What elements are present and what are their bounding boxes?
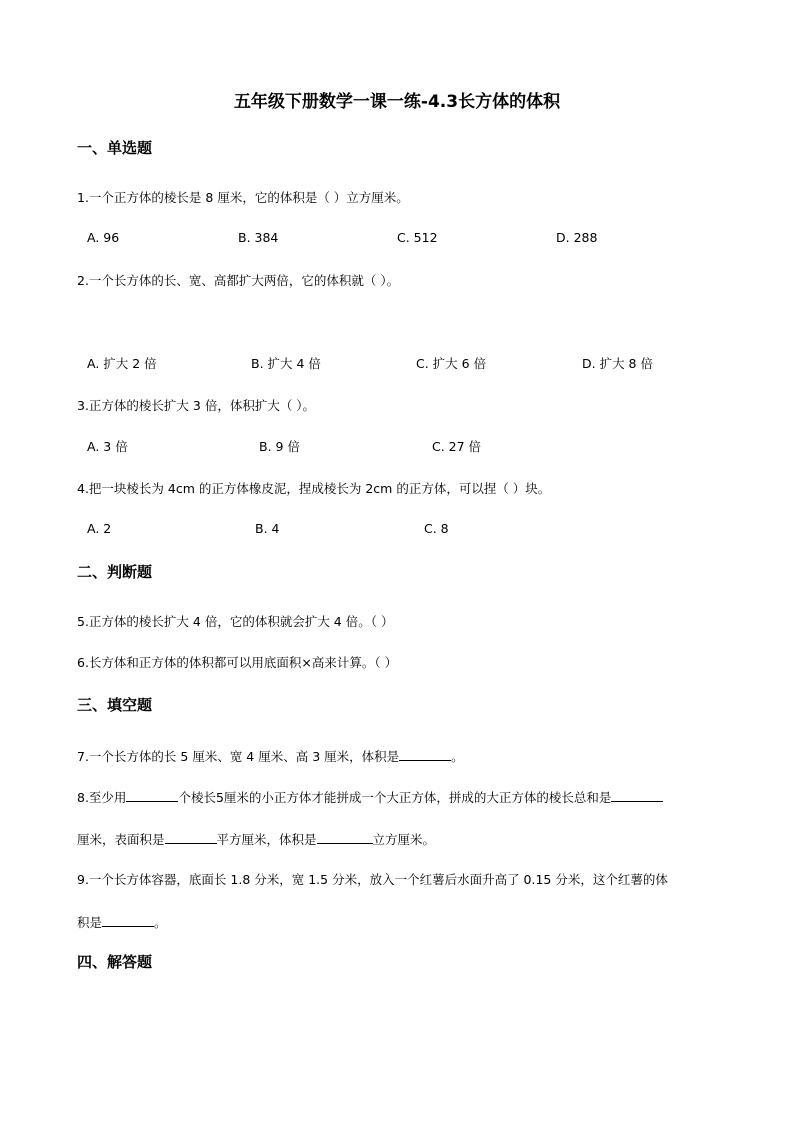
question-1-option-d: D. 288 [556,230,598,245]
question-7-text-after: 。 [451,749,464,764]
question-8-text-1: 8.至少用 [77,790,127,805]
question-2-option-d: D. 扩大 8 倍 [582,356,653,371]
question-8-text-4: 平方厘米，体积是 [216,832,317,847]
question-2-option-c: C. 扩大 6 倍 [416,356,487,371]
question-7 [77,746,464,765]
question-9-line-1: 9.一个长方体容器，底面长 1.8 分米，宽 1.5 分米，放入一个红薯后水面升高了 0.15 分米，这个红薯的体 [77,872,668,887]
question-8-line-2 [77,829,435,848]
question-8-line-1 [77,787,663,806]
section-heading-fill-blank: 三、填空题 [77,696,153,714]
answer-blank[interactable] [399,746,451,761]
question-2-text: 2.一个长方体的长、宽、高都扩大两倍，它的体积就（ ）。 [77,273,400,288]
answer-blank[interactable] [317,829,373,844]
question-1-text: 1.一个正方体的棱长是 8 厘米，它的体积是（ ）立方厘米。 [77,190,409,205]
question-8-text-2: 个棱长5厘米的小正方体才能拼成一个大正方体，拼成的大正方体的棱长总和是 [178,790,612,805]
section-heading-solve: 四、解答题 [77,953,153,971]
question-9-text-after: 。 [154,915,167,930]
question-7-text-before: 7.一个长方体的长 5 厘米、宽 4 厘米、高 3 厘米，体积是 [77,749,400,764]
question-8-text-5: 立方厘米。 [372,832,436,847]
question-3-option-c: C. 27 倍 [432,439,482,454]
question-5-text: 5.正方体的棱长扩大 4 倍，它的体积就会扩大 4 倍。（ ） [77,614,394,629]
section-heading-true-false: 二、判断题 [77,563,153,581]
question-9-text-before: 积是 [77,915,103,930]
question-8-text-3: 厘米，表面积是 [77,832,165,847]
question-4-option-a: A. 2 [87,521,112,536]
question-3-option-a: A. 3 倍 [87,439,128,454]
answer-blank[interactable] [102,912,154,927]
answer-blank[interactable] [611,787,663,802]
question-1-option-b: B. 384 [238,230,279,245]
question-4-option-c: C. 8 [424,521,449,536]
question-2-option-b: B. 扩大 4 倍 [251,356,321,371]
question-2-option-a: A. 扩大 2 倍 [87,356,157,371]
answer-blank[interactable] [126,787,178,802]
question-9-line-2 [77,912,167,931]
question-6-text: 6.长方体和正方体的体积都可以用底面积×高来计算。（ ） [77,655,398,670]
page-title: 五年级下册数学一课一练-4.3长方体的体积 [233,92,561,112]
answer-blank[interactable] [165,829,217,844]
section-heading-single-choice: 一、单选题 [77,139,153,157]
question-1-option-a: A. 96 [87,230,120,245]
question-3-option-b: B. 9 倍 [259,439,300,454]
question-4-text: 4.把一块棱长为 4cm 的正方体橡皮泥，捏成棱长为 2cm 的正方体，可以捏（ ）块。 [77,481,551,496]
question-4-option-b: B. 4 [255,521,280,536]
question-1-option-c: C. 512 [397,230,438,245]
question-3-text: 3.正方体的棱长扩大 3 倍，体积扩大（ ）。 [77,398,316,413]
